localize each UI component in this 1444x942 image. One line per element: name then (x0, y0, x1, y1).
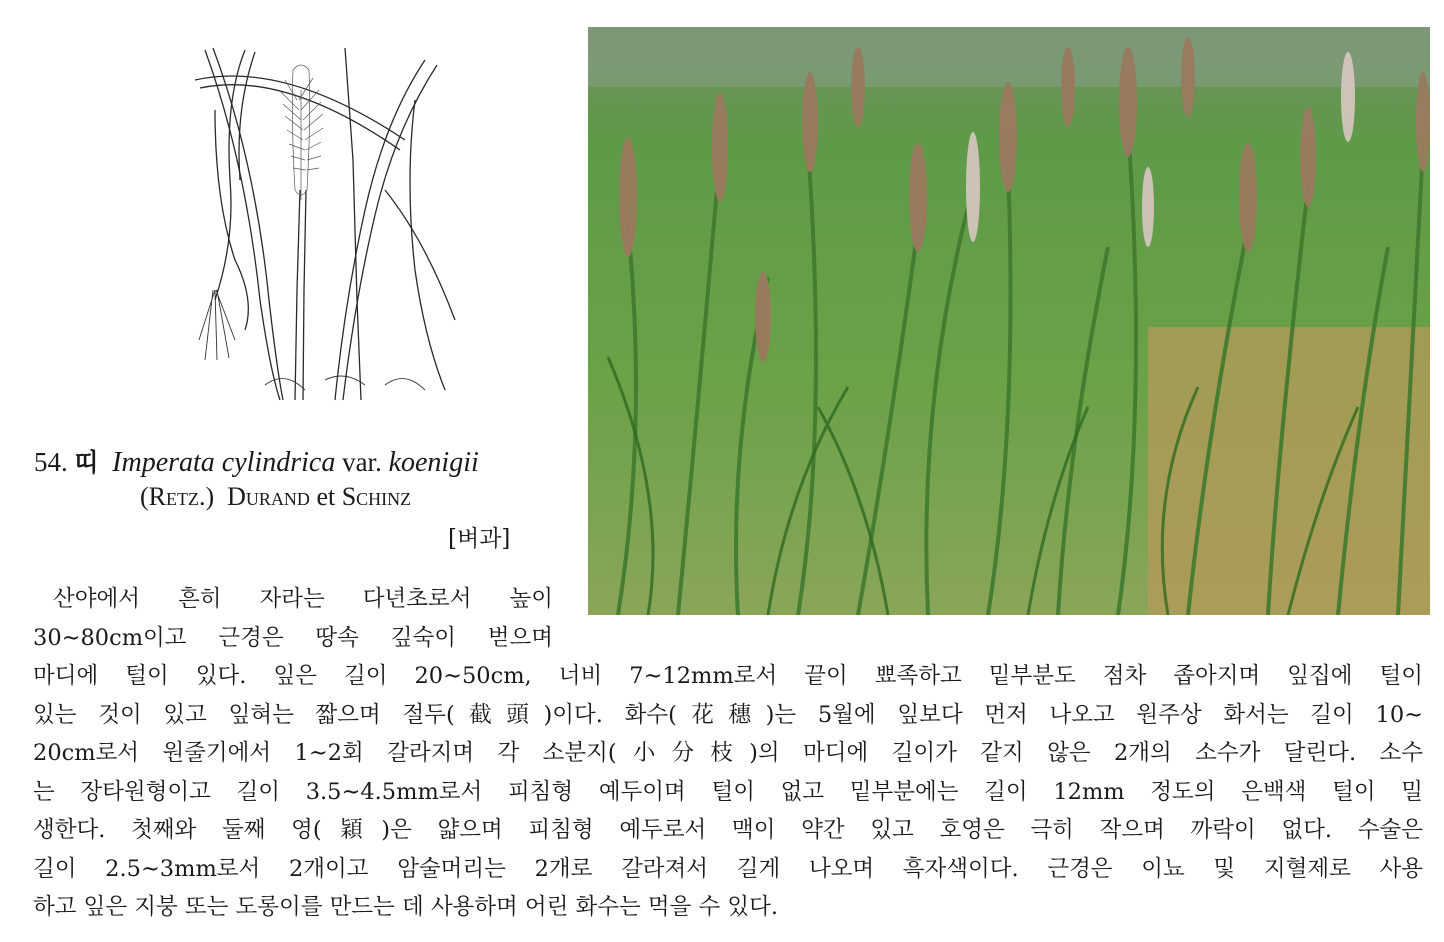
var-label: var. (342, 447, 382, 477)
korean-name: 띠 (74, 448, 99, 477)
scientific-name: Imperata cylindrica (112, 447, 336, 478)
description-text (33, 580, 1423, 927)
text-line: 마디에 털이 있다. 잎은 길이 20∼50cm, 너비 7∼12mm로서 끝이 뾰족하고 밑부분도 점차 좁아지며 잎집에 털이 (33, 663, 1423, 689)
text-line: 20cm로서 원줄기에서 1∼2회 갈라지며 각 소분지(小分枝)의 마디에 길이가 같지 않은 2개의 소수가 달린다. 소수 (33, 740, 1423, 766)
entry-heading (34, 444, 564, 481)
field-photo (588, 27, 1430, 615)
variety-name: koenigii (388, 447, 479, 478)
text-line: 산야에서 흔히 자라는 다년초로서 높이 (53, 586, 553, 612)
text-line: 하고 잎은 지붕 또는 도롱이를 만드는 데 사용하며 어린 화수는 먹을 수 있다. (33, 894, 779, 920)
entry-number: 54. (34, 447, 68, 477)
author-schinz: Schinz (341, 482, 412, 511)
text-line: 생한다. 첫째와 둘째 영(穎)은 얇으며 피침형 예두로서 맥이 약간 있고 호영은 극히 작으며 까락이 없다. 수술은 (33, 817, 1423, 843)
author-citation (140, 482, 411, 512)
plant-illustration (185, 40, 460, 405)
text-line: 길이 2.5∼3mm로서 2개이고 암술머리는 2개로 갈라져서 길게 나오며 흑자색이다. 근경은 이뇨 및 지혈제로 사용 (33, 855, 1423, 882)
text-line: 있는 것이 있고 잎혀는 짧으며 절두(截頭)이다. 화수(花穗)는 5월에 잎보다 먼저 나오고 원주상 화서는 길이 10∼ (33, 701, 1423, 728)
text-line: 30∼80cm이고 근경은 땅속 깊숙이 벋으며 (33, 624, 553, 651)
text-line: 는 장타원형이고 길이 3.5∼4.5mm로서 피침형 예두이며 털이 없고 밑부분에는 길이 12mm 정도의 은백색 털이 밀 (33, 778, 1423, 805)
author-retz: (Retz.) (140, 482, 215, 511)
author-et: et (316, 482, 336, 511)
family-label: [벼과] (448, 526, 511, 552)
author-durand: Durand (227, 482, 310, 511)
